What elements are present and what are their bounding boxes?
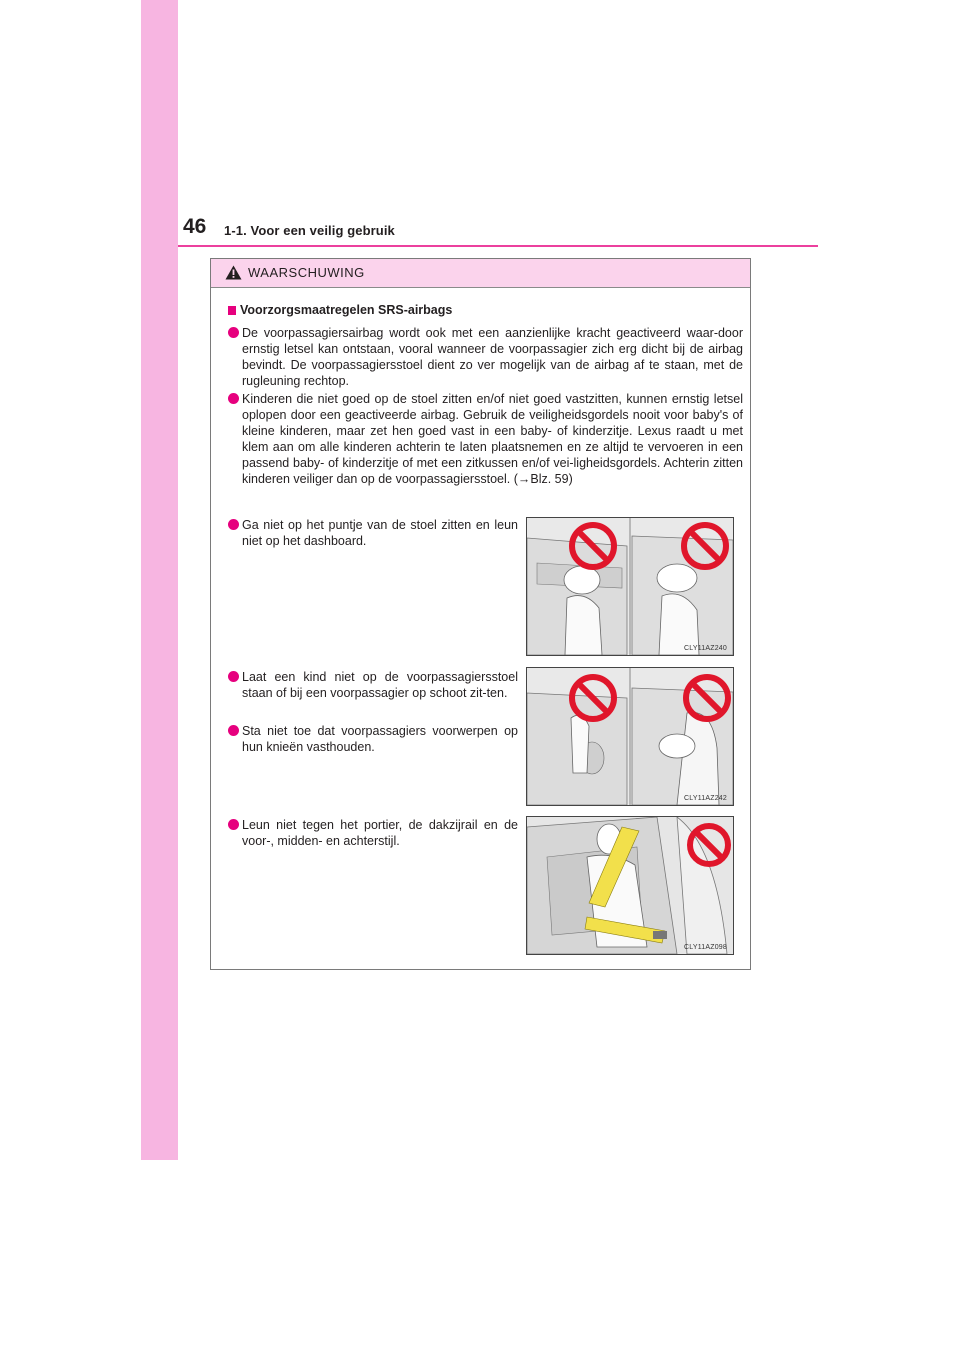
warning-paragraph: Kinderen die niet goed op de stoel zitten en/of niet goed vastzitten, kunnen ernstig letsel oplopen door een geactiveerde airbag. Gebruik de veiligheidsgordels nooit voor baby's of kleine kinderen, maar zet hen goed vast in een baby- of kinderzitje. Lexus raadt u met klem aan om alle kinderen achterin te laten plaatsnemen en ze altijd te vervoeren in een passend baby- of kinderzitje of met een zitkussen en/of vei-ligheidsgordels. Achterin zitten kinderen veiliger dan op de voorpassagiersstoel. (→Blz. 59) xyxy=(228,391,743,487)
page-number: 46 xyxy=(183,215,207,238)
bullet-icon xyxy=(228,725,239,736)
header-divider xyxy=(178,245,818,247)
warning-paragraph: Laat een kind niet op de voorpassagiersstoel staan of bij een voorpassagier op schoot zit-ten. xyxy=(228,669,518,701)
bullet-icon xyxy=(228,671,239,682)
bullet-icon xyxy=(228,519,239,530)
warning-header xyxy=(211,259,750,288)
warning-paragraph: Sta niet toe dat voorpassagiers voorwerpen op hun knieën vasthouden. xyxy=(228,723,518,755)
warning-paragraph: Leun niet tegen het portier, de dakzijrail en de voor-, midden- en achterstijl. xyxy=(228,817,518,849)
chapter-sidebar-tab xyxy=(141,0,178,1160)
warning-paragraph: Ga niet op het puntje van de stoel zitten en leun niet op het dashboard. xyxy=(228,517,518,549)
illustration-leaning-dashboard xyxy=(526,517,734,656)
bullet-icon xyxy=(228,327,239,338)
figure-code: CLY11AZ240 xyxy=(684,645,727,652)
bullet-icon xyxy=(228,819,239,830)
warning-subheading: Voorzorgsmaatregelen SRS-airbags xyxy=(228,303,452,317)
bullet-icon xyxy=(228,393,239,404)
section-title: 1-1. Voor een veilig gebruik xyxy=(224,223,395,238)
warning-paragraph: De voorpassagiersairbag wordt ook met een aanzienlijke kracht geactiveerd waar-door ernstig letsel kan ontstaan, vooral wanneer de voorpassagier zich erg dicht bij de airbag bevindt. De voorpassagiersstoel dient zo ver mogelijk van de airbag af te staan, met de rugleuning rechtop. xyxy=(228,325,743,389)
warning-title: WAARSCHUWING xyxy=(248,265,365,280)
warning-triangle-icon xyxy=(225,265,242,280)
square-bullet-icon xyxy=(228,306,236,315)
warning-box xyxy=(210,258,751,970)
figure-code: CLY11AZ242 xyxy=(684,795,727,802)
figure-code: CLY11AZ098 xyxy=(684,944,727,951)
illustration-child-standing xyxy=(526,667,734,806)
illustration-leaning-door xyxy=(526,816,734,955)
